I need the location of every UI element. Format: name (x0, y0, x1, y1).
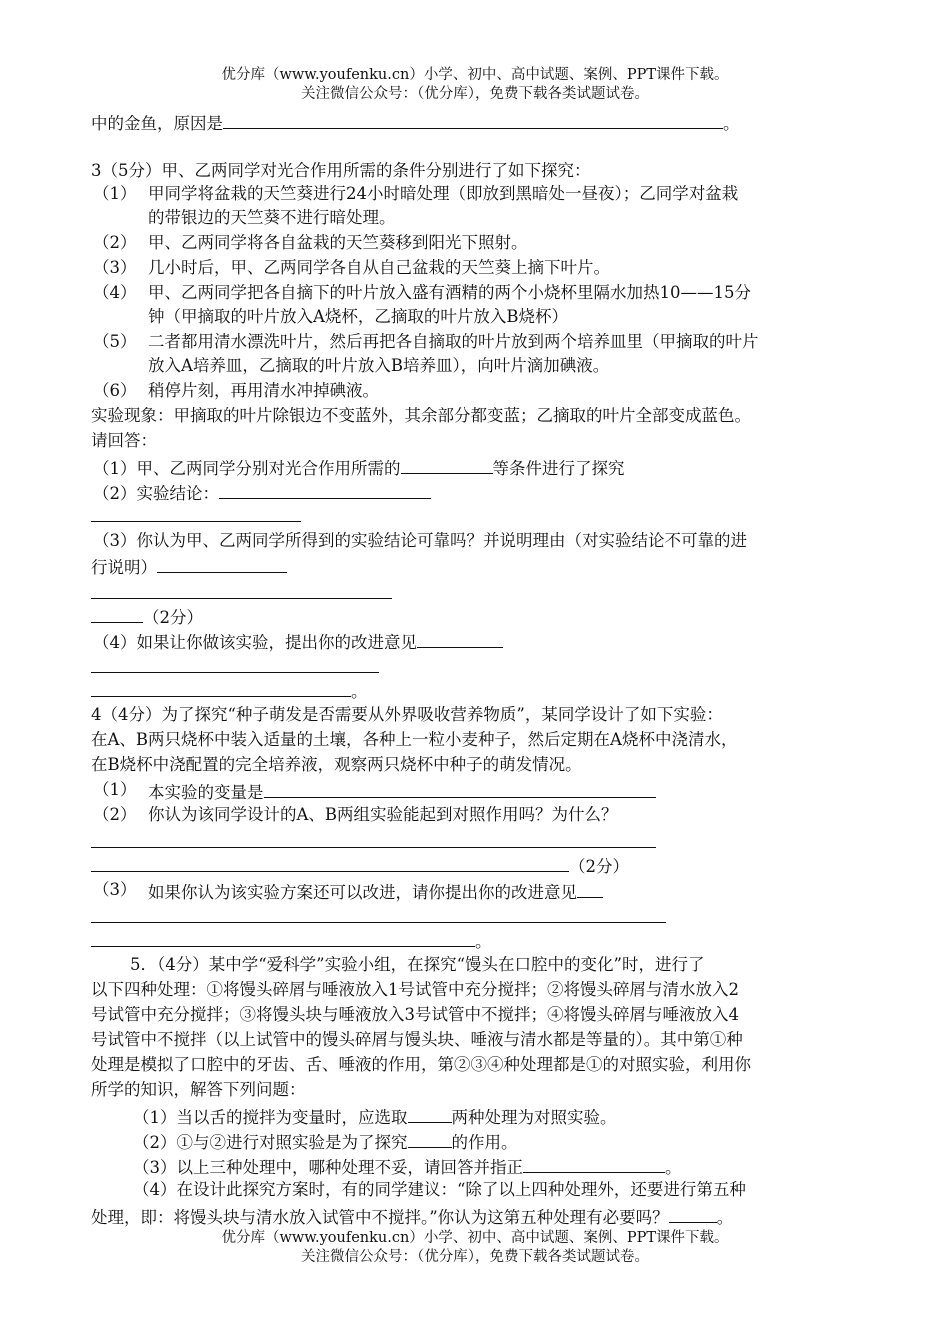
q3-answer-3-cont: 行说明） (91, 554, 287, 579)
answer-blank (219, 480, 431, 499)
answer-blank (417, 629, 503, 648)
q3-step-text: 甲、乙两同学把各自摘下的叶片放入盛有酒精的两个小烧杯里隔水加热10——15分 (148, 283, 751, 302)
q5-sub-3: （3）以上三种处理中，哪种处理不妥，请回答并指正 。 (133, 1154, 682, 1179)
page-footer (0, 1229, 950, 1267)
q3-answer-2: （2）实验结论： (93, 480, 431, 505)
answer-blank (91, 853, 569, 872)
q3-phenomenon: 实验现象：甲摘取的叶片除银边不变蓝外，其余部分都变蓝；乙摘取的叶片全部变成蓝色。 (91, 406, 751, 425)
q3-step-num: （5） (93, 332, 137, 351)
answer-blank (408, 1104, 452, 1123)
answer-blank (577, 879, 603, 898)
q5-sub-4: （4）在设计此探究方案时，有的同学建议：“除了以上四种处理外，还要进行第五种 (133, 1180, 746, 1199)
q3-step-text: 几小时后，甲、乙两同学各自从自己盆栽的天竺葵上摘下叶片。 (148, 258, 610, 277)
answer-blank (91, 928, 475, 947)
header-line-1: 优分库（www.youfenku.cn）小学、初中、高中试题、案例、PPT课件下载。 (221, 67, 729, 83)
answer-blank (91, 847, 656, 848)
q4-sub-2: 你认为该同学设计的A、B两组实验能起到对照作用吗？为什么？ (148, 805, 618, 824)
page-header (0, 66, 950, 104)
q2-tail: 中的金鱼，原因是 。 (91, 110, 740, 135)
answer-blank (264, 779, 656, 798)
q4-sub-num: （2） (93, 805, 137, 824)
q4-desc: 在A、B两只烧杯中装入适量的土壤，各种上一粒小麦种子，然后定期在A烧杯中浇清水， (91, 730, 738, 749)
q3-answer-prompt: 请回答： (91, 431, 157, 450)
footer-line-1: 优分库（www.youfenku.cn）小学、初中、高中试题、案例、PPT课件下载。 (221, 1230, 729, 1246)
answer-blank (669, 1204, 717, 1223)
q3-step-text: 稍停片刻，再用清水冲掉碘液。 (148, 381, 379, 400)
q3-answer-4: （4）如果让你做该实验，提出你的改进意见 (93, 629, 503, 654)
q3-answer-1: （1）甲、乙两同学分别对光合作用所需的 等条件进行了探究 (93, 455, 625, 480)
q5-paragraph: 号试管中不搅拌（以上试管中的馒头碎屑与馒头块、唾液与清水都是等量的）。其中第①种 (91, 1030, 743, 1049)
q4-sub-2-score: （2分） (91, 853, 629, 878)
answer-blank (91, 521, 301, 522)
q3-title: 3（5分）甲、乙两同学对光合作用所需的条件分别进行了如下探究： (91, 161, 591, 180)
answer-blank (401, 455, 493, 474)
answer-blank (91, 922, 666, 923)
answer-blank (157, 554, 287, 573)
q3-step-num: （4） (93, 283, 137, 302)
q3-step-text: 甲、乙两同学将各自盆栽的天竺葵移到阳光下照射。 (148, 233, 528, 252)
q3-step-num: （3） (93, 258, 137, 277)
q5-paragraph: 5．（4分）某中学“爱科学”实验小组，在探究“馒头在口腔中的变化”时，进行了 (130, 955, 705, 974)
q4-sub-num: （3） (93, 880, 137, 899)
answer-blank (91, 672, 379, 673)
q4-sub-3-end: 。 (91, 928, 492, 953)
q3-step-text: 钟（甲摘取的叶片放入A烧杯，乙摘取的叶片放入B烧杯） (148, 307, 569, 326)
header-line-2: 关注微信公众号：（优分库），免费下载各类试题试卷。 (301, 86, 649, 102)
q3-step-text: 二者都用清水漂洗叶片，然后再把各自摘取的叶片放到两个培养皿里（甲摘取的叶片 (148, 332, 759, 351)
q3-step-text: 的带银边的天竺葵不进行暗处理。 (148, 208, 396, 227)
q3-step-num: （1） (93, 184, 137, 203)
q5-paragraph: 号试管中充分搅拌；③将馒头块与唾液放入3号试管中不搅拌；④将馒头碎屑与唾液放入4 (91, 1005, 739, 1024)
q3-answer-3-score: （2分） (91, 604, 203, 629)
q3-answer-4-end: 。 (91, 678, 368, 703)
q3-step-text: 甲同学将盆栽的天竺葵进行24小时暗处理（即放到黑暗处一昼夜）；乙同学对盆栽 (148, 184, 739, 203)
q5-paragraph: 所学的知识，解答下列问题： (91, 1080, 306, 1099)
q4-sub-1: 本实验的变量是 (148, 779, 656, 804)
q3-step-num: （2） (93, 233, 137, 252)
answer-blank (91, 598, 392, 599)
answer-blank (523, 1154, 665, 1173)
q3-answer-3: （3）你认为甲、乙两同学所得到的实验结论可靠吗？并说明理由（对实验结论不可靠的进 (93, 531, 747, 550)
q4-desc: 在B烧杯中浇配置的完全培养液，观察两只烧杯中种子的萌发情况。 (91, 755, 582, 774)
footer-line-2: 关注微信公众号：（优分库），免费下载各类试题试卷。 (301, 1249, 649, 1265)
q5-paragraph: 以下四种处理：①将馒头碎屑与唾液放入1号试管中充分搅拌；②将馒头碎屑与清水放入2 (91, 980, 739, 999)
q4-sub-num: （1） (93, 780, 137, 799)
q4-sub-3: 如果你认为该实验方案还可以改进，请你提出你的改进意见 (148, 879, 603, 904)
q4-title: 4（4分）为了探究“种子萌发是否需要从外界吸收营养物质”，某同学设计了如下实验： (91, 705, 723, 724)
answer-blank (91, 604, 143, 623)
q5-sub-1: （1）当以舌的搅拌为变量时，应选取 两种处理为对照实验。 (133, 1104, 617, 1129)
answer-blank (223, 110, 723, 129)
q5-sub-4-cont: 处理，即：将馒头块与清水放入试管中不搅拌。”你认为这第五种处理有必要吗？ 。 (91, 1204, 733, 1229)
q5-paragraph: 处理是模拟了口腔中的牙齿、舌、唾液的作用，第②③④种处理都是①的对照实验，利用你 (91, 1055, 751, 1074)
q5-sub-2: （2）①与②进行对照实验是为了探究 的作用。 (133, 1129, 518, 1154)
answer-blank (91, 678, 351, 697)
q3-step-num: （6） (93, 381, 137, 400)
answer-blank (408, 1129, 452, 1148)
q3-step-text: 放入A培养皿，乙摘取的叶片放入B培养皿），向叶片滴加碘液。 (148, 356, 610, 375)
